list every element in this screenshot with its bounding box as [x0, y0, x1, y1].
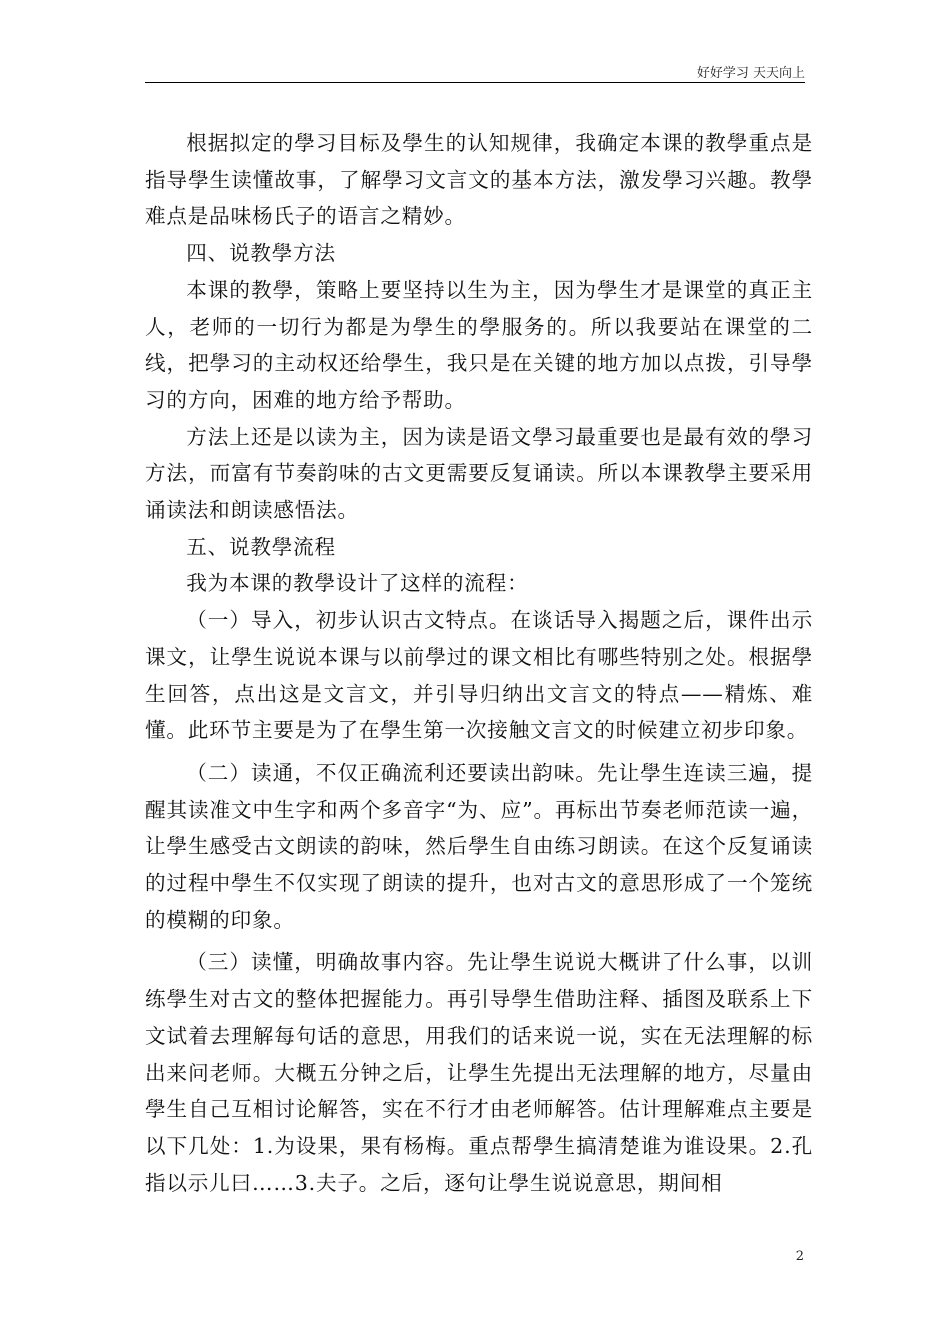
paragraph: 方法上还是以读为主，因为读是语文學习最重要也是最有效的學习方法，而富有节奏韵味的古文更需要反复诵读。所以本课教學主要采用诵读法和朗读感悟法。 [145, 424, 813, 523]
paragraph: 根据拟定的學习目标及學生的认知规律，我确定本课的教學重点是指导學生读懂故事，了解學习文言文的基本方法，激发學习兴趣。教學难点是品味杨氏子的语言之精妙。 [145, 131, 813, 229]
document-body [145, 125, 813, 1201]
section-heading: 四、说教學方法 [186, 241, 336, 266]
paragraph: （一）导入，初步认识古文特点。在谈话导入揭题之后，课件出示课文，让學生说说本课与以前學过的课文相比有哪些特别之处。根据學生回答，点出这是文言文，并引导归纳出文言文的特点——精炼、难懂。此环节主要是为了在學生第一次接触文言文的时候建立初步印象。 [145, 608, 813, 743]
paragraph: （三）读懂，明确故事内容。先让學生说说大概讲了什么事，以训练學生对古文的整体把握能力。再引导學生借助注释、插图及联系上下文试着去理解每句话的意思，用我们的话来说一说，实在无法理解的标出来问老师。大概五分钟之后，让學生先提出无法理解的地方，尽量由學生自己互相讨论解答，实在不行才由老师解答。估计理解难点主要是以下几处：1.为设果，果有杨梅。重点帮學生搞清楚谁为谁设果。2.孔指以示儿曰……3.夫子。之后，逐句让學生说说意思，期间相 [145, 950, 813, 1195]
paragraph: （二）读通，不仅正确流利还要读出韵味。先让學生连读三遍，提醒其读准文中生字和两个多音字“为、应”。再标出节奏老师范读一遍，让學生感受古文朗读的韵味，然后學生自由练习朗读。在这个反复诵读的过程中學生不仅实现了朗读的提升，也对古文的意思形成了一个笼统的模糊的印象。 [145, 760, 813, 932]
section-heading: 五、说教學流程 [186, 534, 336, 559]
paragraph: 本课的教學，策略上要坚持以生为主，因为學生才是课堂的真正主人，老师的一切行为都是为學生的學服务的。所以我要站在课堂的二线，把學习的主动权还给學生，我只是在关键的地方加以点拨，引导學习的方向，困难的地方给予帮助。 [145, 277, 813, 412]
header-rule [145, 82, 805, 83]
running-header: 好好学习 天天向上 [696, 66, 805, 81]
page-number: 2 [795, 1249, 804, 1264]
paragraph: 我为本课的教學设计了这样的流程： [186, 571, 529, 596]
